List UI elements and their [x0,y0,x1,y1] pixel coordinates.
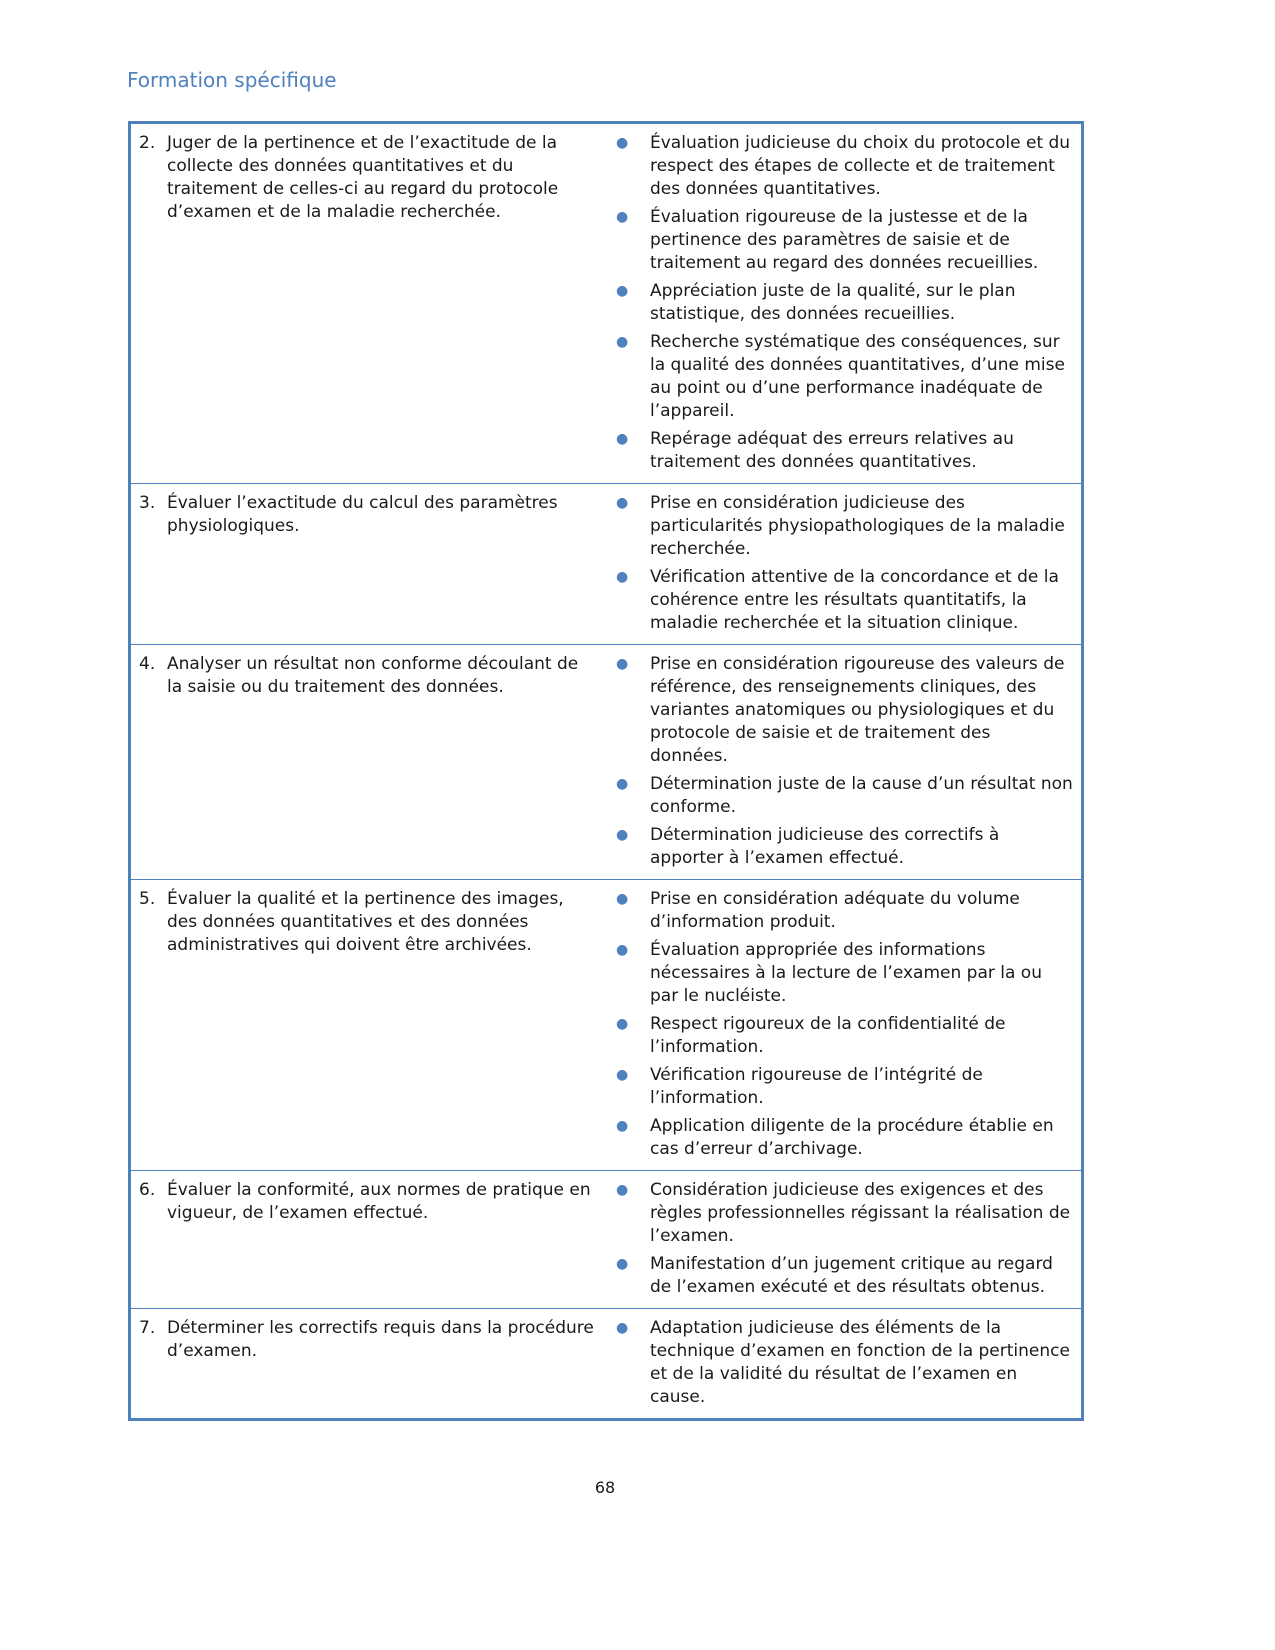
criterion-item [610,206,1073,275]
objective-number: 4. [139,654,156,674]
bullet-icon: ● [616,283,629,299]
criterion-item [610,1179,1073,1248]
criterion-text: Adaptation judicieuse des éléments de la technique d’examen en fonction de la pertinence et de la validité du résultat de l’examen en cause. [650,1318,1070,1407]
criteria-cell [602,1171,1083,1309]
criteria-cell [602,645,1083,880]
objective-cell [130,123,603,484]
bullet-icon: ● [616,569,629,585]
criterion-text: Respect rigoureux de la confidentialité de l’information. [650,1014,1006,1057]
table-row [130,484,1083,645]
criterion-item [610,773,1073,819]
criteria-cell [602,880,1083,1171]
criterion-item [610,1253,1073,1299]
objective-text: Évaluer l’exactitude du calcul des paramètres physiologiques. [167,493,558,536]
objective-text: Évaluer la qualité et la pertinence des images, des données quantitatives et des données administratives qui doivent être archivées. [167,889,564,955]
criterion-item [610,1317,1073,1409]
bullet-icon: ● [616,656,629,672]
criterion-item [610,566,1073,635]
criterion-text: Considération judicieuse des exigences et des règles professionnelles régissant la réalisation de l’examen. [650,1180,1071,1246]
objective-cell [130,1171,603,1309]
criterion-item [610,888,1073,934]
criterion-item [610,653,1073,768]
section-title: Formation spécifique [127,68,337,92]
criterion-text: Détermination judicieuse des correctifs à apporter à l’examen effectué. [650,825,1000,868]
criterion-text: Prise en considération judicieuse des particularités physiopathologiques de la maladie recherchée. [650,493,1065,559]
criteria-cell [602,484,1083,645]
criterion-text: Prise en considération adéquate du volume d’information produit. [650,889,1020,932]
objective-text: Déterminer les correctifs requis dans la procédure d’examen. [167,1318,594,1361]
objective-cell [130,880,603,1171]
bullet-icon: ● [616,1118,629,1134]
bullet-icon: ● [616,431,629,447]
objective-cell [130,645,603,880]
criterion-text: Prise en considération rigoureuse des valeurs de référence, des renseignements cliniques, des variantes anatomiques ou physiologiques et du protocole de saisie et de traitement des données. [650,654,1065,766]
objective-cell [130,484,603,645]
table-row [130,645,1083,880]
criterion-text: Vérification attentive de la concordance et de la cohérence entre les résultats quantitatifs, la maladie recherchée et la situation clinique. [650,567,1059,633]
criterion-text: Évaluation rigoureuse de la justesse et de la pertinence des paramètres de saisie et de traitement au regard des données recueillies. [650,207,1039,273]
criteria-cell [602,1309,1083,1420]
criterion-text: Recherche systématique des conséquences, sur la qualité des données quantitatives, d’une mise au point ou d’une performance inadéquate de l’appareil. [650,332,1065,421]
bullet-icon: ● [616,495,629,511]
page-number: 68 [594,1478,616,1497]
objective-text: Juger de la pertinence et de l’exactitude de la collecte des données quantitatives et du traitement de celles-ci au regard du protocole d’examen et de la maladie recherchée. [167,133,559,222]
criterion-text: Manifestation d’un jugement critique au regard de l’examen exécuté et des résultats obtenus. [650,1254,1053,1297]
table-row [130,880,1083,1171]
bullet-icon: ● [616,776,629,792]
criterion-item [610,280,1073,326]
criterion-item [610,1115,1073,1161]
bullet-icon: ● [616,827,629,843]
table-row [130,1171,1083,1309]
criteria-cell [602,123,1083,484]
objective-number: 5. [139,889,156,909]
criterion-text: Repérage adéquat des erreurs relatives au traitement des données quantitatives. [650,429,1014,472]
bullet-icon: ● [616,135,629,151]
criterion-item [610,1013,1073,1059]
table-row [130,123,1083,484]
objective-cell [130,1309,603,1420]
bullet-icon: ● [616,1016,629,1032]
criterion-text: Détermination juste de la cause d’un résultat non conforme. [650,774,1073,817]
bullet-icon: ● [616,1182,629,1198]
criterion-text: Application diligente de la procédure établie en cas d’erreur d’archivage. [650,1116,1054,1159]
bullet-icon: ● [616,891,629,907]
criterion-item [610,1064,1073,1110]
criterion-text: Évaluation judicieuse du choix du protocole et du respect des étapes de collecte et de traitement des données quantitatives. [650,133,1071,199]
objective-number: 6. [139,1180,156,1200]
objective-number: 7. [139,1318,156,1338]
bullet-icon: ● [616,1067,629,1083]
bullet-icon: ● [616,1320,629,1336]
criterion-item [610,428,1073,474]
bullet-icon: ● [616,334,629,350]
objective-number: 3. [139,493,156,513]
objective-text: Évaluer la conformité, aux normes de pratique en vigueur, de l’examen effectué. [167,1180,591,1223]
objective-number: 2. [139,133,156,153]
objective-text: Analyser un résultat non conforme découlant de la saisie ou du traitement des données. [167,654,579,697]
criterion-item [610,492,1073,561]
criterion-item [610,939,1073,1008]
bullet-icon: ● [616,209,629,225]
table-row [130,1309,1083,1420]
bullet-icon: ● [616,1256,629,1272]
criterion-item [610,331,1073,423]
competency-table [128,121,1084,1421]
criterion-item [610,824,1073,870]
criterion-text: Évaluation appropriée des informations nécessaires à la lecture de l’examen par la ou par le nucléiste. [650,940,1042,1006]
bullet-icon: ● [616,942,629,958]
criterion-text: Vérification rigoureuse de l’intégrité de l’information. [650,1065,983,1108]
criterion-text: Appréciation juste de la qualité, sur le plan statistique, des données recueillies. [650,281,1016,324]
criterion-item [610,132,1073,201]
